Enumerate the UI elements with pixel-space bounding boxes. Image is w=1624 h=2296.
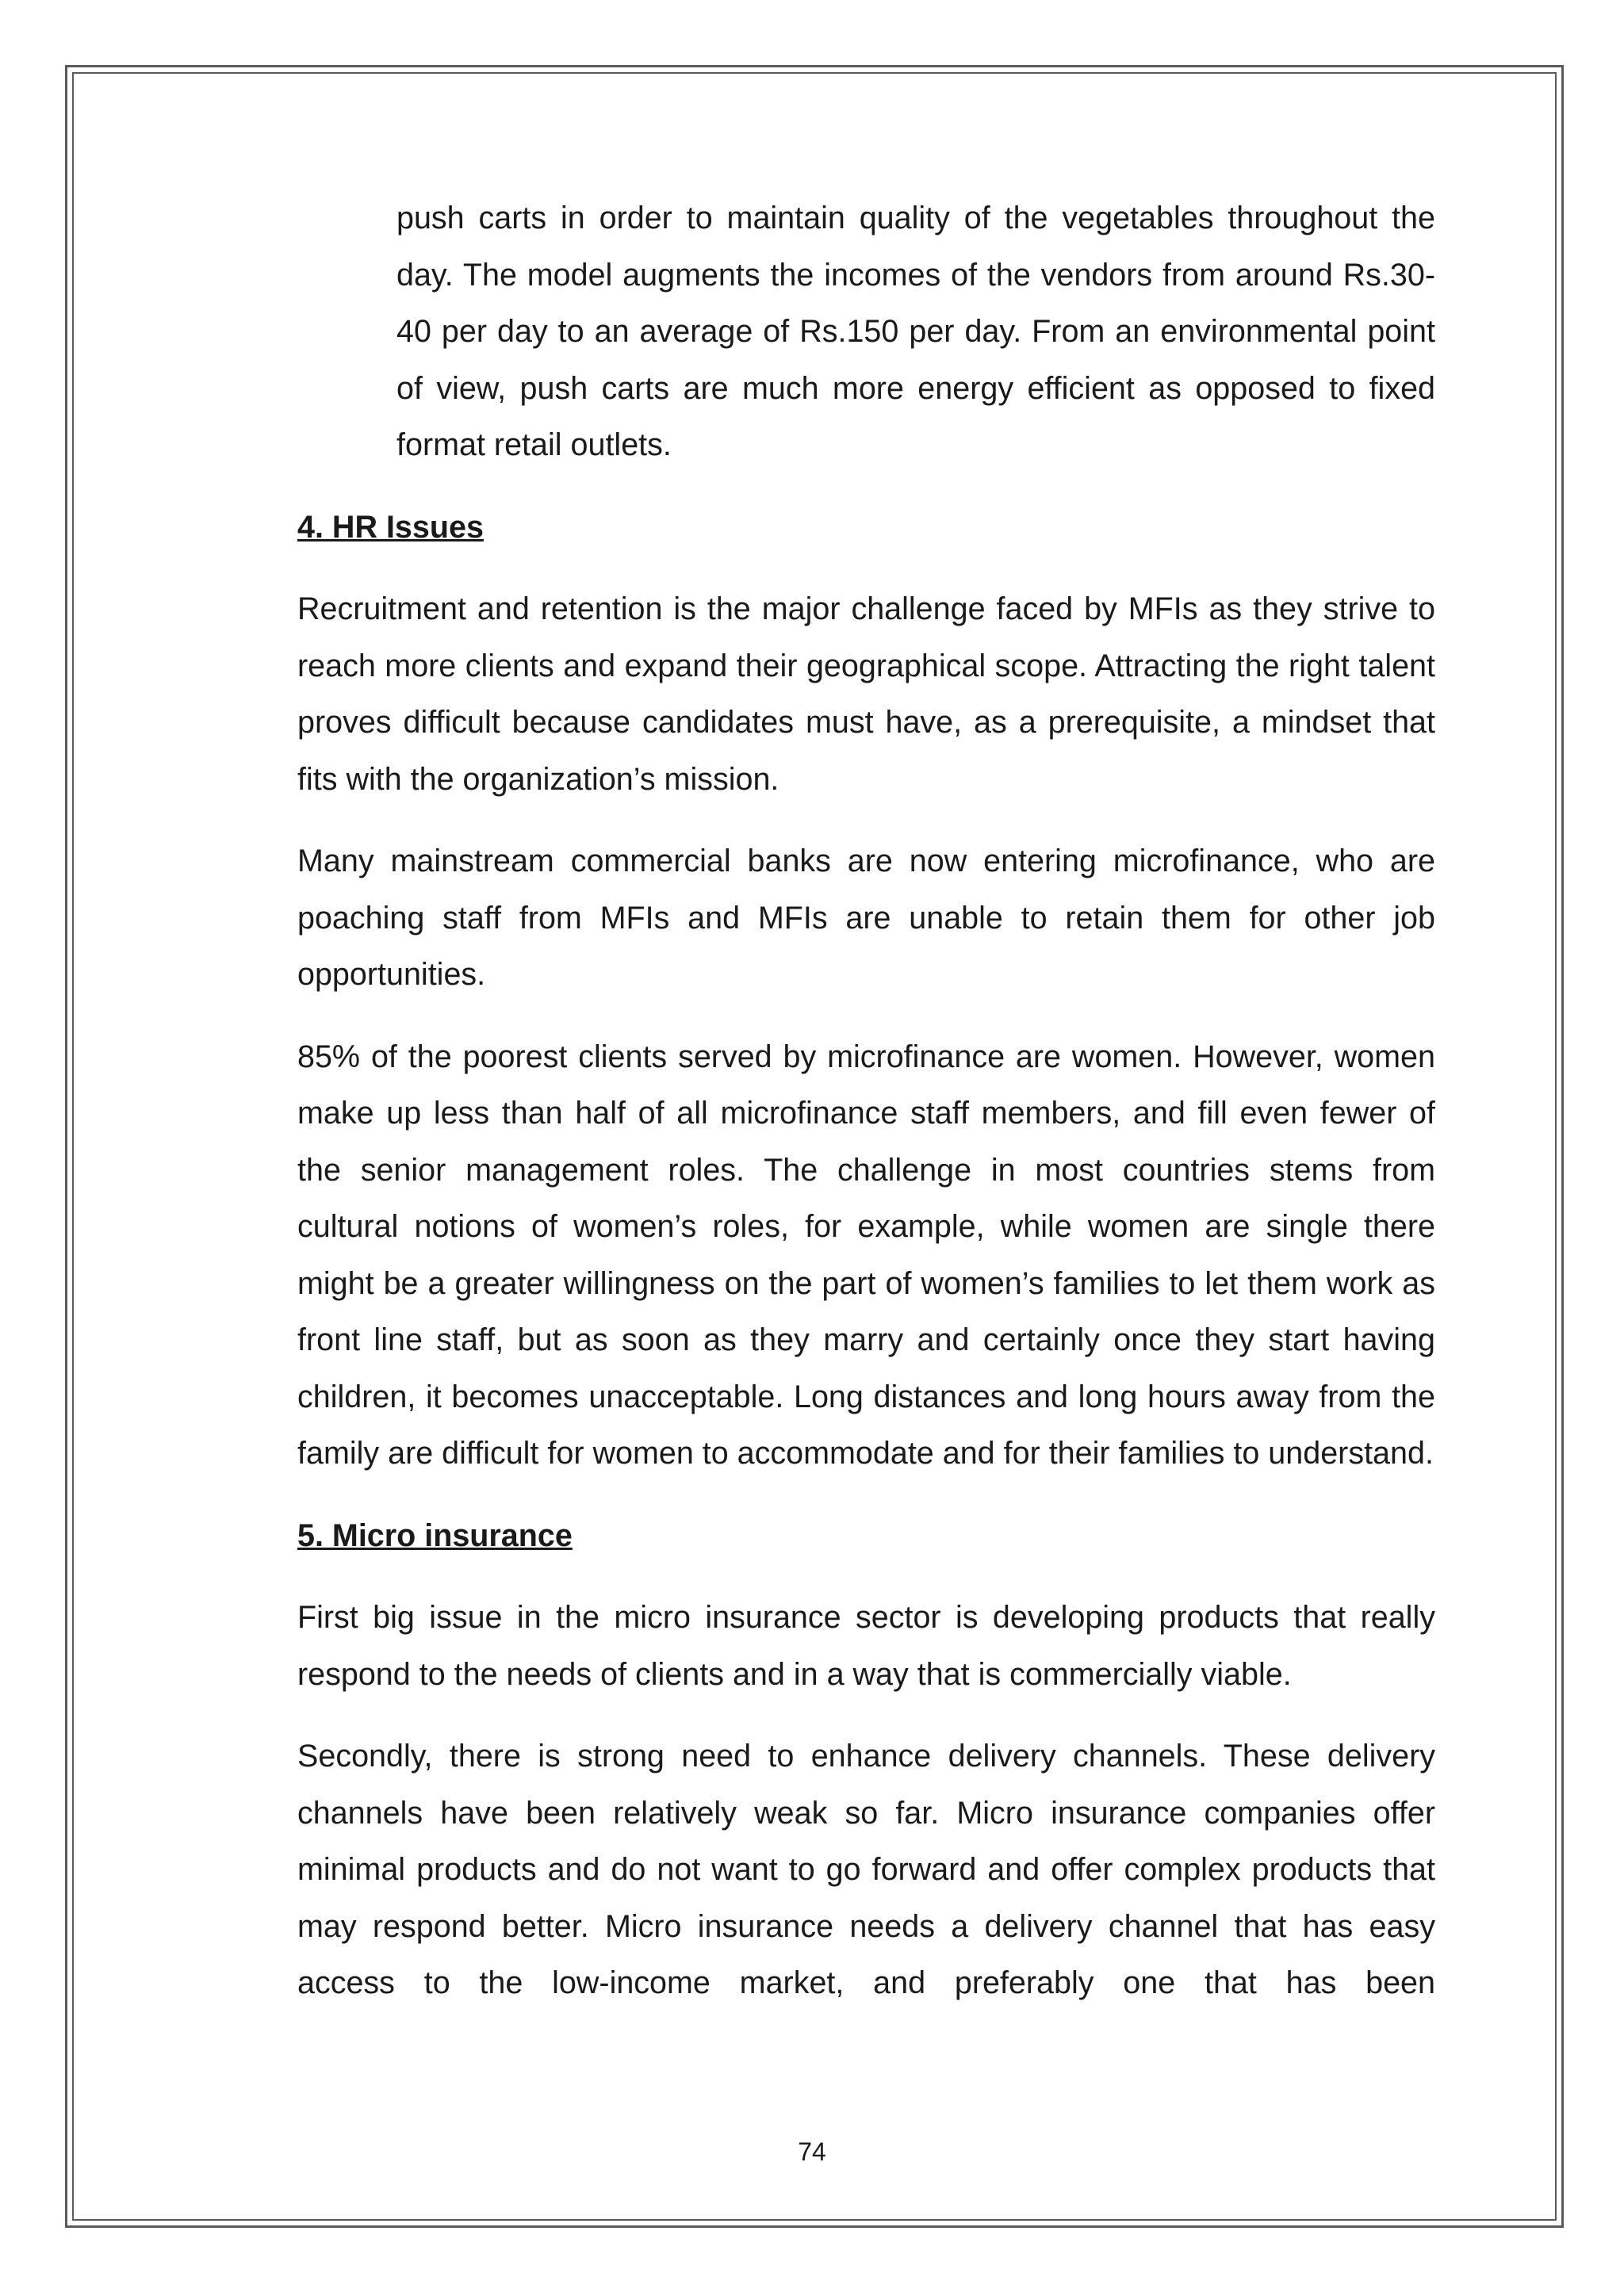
paragraph-delivery-channels: Secondly, there is strong need to enhance delivery channels. These delivery channels have been relatively weak so far. Micro insurance companies offer minimal products and do not want to go forward and offer complex products that may respond better. Micro insurance needs a delivery channel that has easy access to the low-income market, and preferably one that has been — [297, 1739, 1435, 2000]
paragraph-women-clients: 85% of the poorest clients served by microfinance are women. However, women make up less than half of all microfinance staff members, and fill even fewer of the senior management roles. The challenge in most countries stems from cultural notions of women’s roles, for example, while women are single there might be a greater willingness on the part of women’s families to let them work as front line staff, but as soon as they marry and certainly once they start having children, it becomes unacceptable. Long distances and long hours away from the family are difficult for women to accommodate and for their families to understand. — [297, 1039, 1435, 1471]
page-content — [297, 190, 1435, 2038]
paragraph-push-carts: push carts in order to maintain quality of the vegetables throughout the day. The model augments the incomes of the vendors from around Rs.30-40 per day to an average of Rs.150 per day. From an environmental point of view, push carts are much more energy efficient as opposed to fixed format retail outlets. — [396, 201, 1435, 462]
page-number: 74 — [798, 2137, 826, 2166]
paragraph-commercial-banks: Many mainstream commercial banks are now entering microfinance, who are poaching staff from MFIs and MFIs are unable to retain them for other job opportunities. — [297, 844, 1435, 992]
paragraph-recruitment: Recruitment and retention is the major challenge faced by MFIs as they strive to reach more clients and expand their geographical scope. Attracting the right talent proves difficult because candidates must have, as a prerequisite, a mindset that fits with the organization’s mission. — [297, 591, 1435, 797]
paragraph-products: First big issue in the micro insurance sector is developing products that really respond to the needs of clients and in a way that is commercially viable. — [297, 1600, 1435, 1692]
heading-micro-insurance: 5. Micro insurance — [297, 1517, 573, 1553]
heading-hr-issues: 4. HR Issues — [297, 509, 484, 545]
